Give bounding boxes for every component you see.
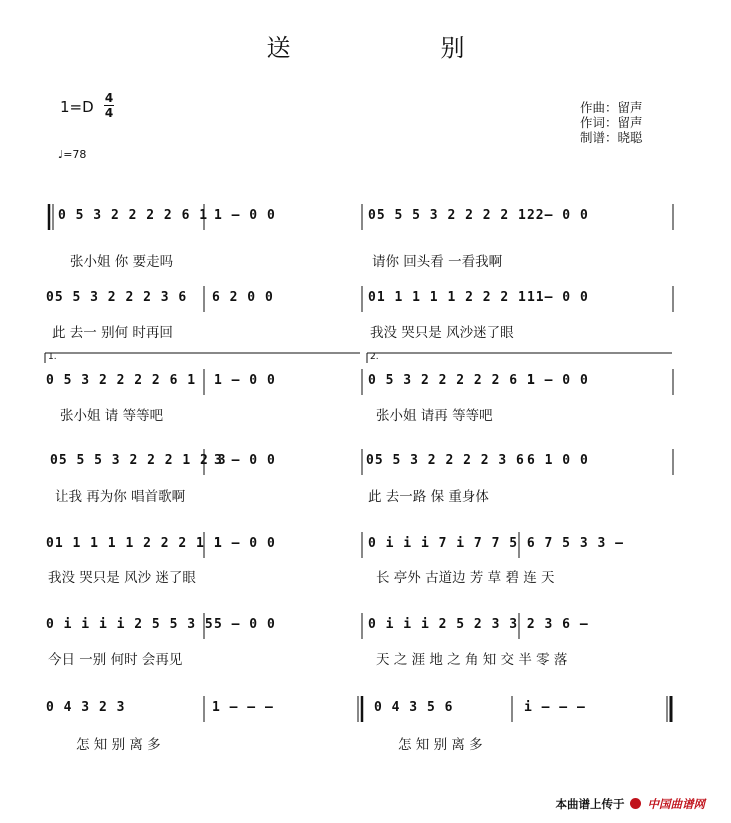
system1-lyric-right: 请你 回头看 一看我啊 [372,254,503,270]
system4-after-right: 6 1 0 0 [527,453,589,468]
system6-notes-left: 0 i i i i 2 5 5 3 5 [46,617,214,632]
composer-credit: 作曲：留声 [580,100,643,115]
system4-notes-left: 05 5 5 3 2 2 2 1 2 3 [50,453,227,468]
volta-2-label: 2. [370,352,379,362]
system6-lyric-right: 天 之 涯 地 之 角 知 交 半 零 落 [376,652,568,668]
footer-logo-icon [630,798,641,809]
system5-after-left: 1 – 0 0 [214,536,276,551]
key-signature: 1=D [60,98,94,116]
system4-notes-right: 05 5 3 2 2 2 2 3 6 [366,453,525,468]
system7-notes-right: 0 4 3 5 6 [374,700,454,715]
system1-notes-right: 05 5 5 3 2 2 2 2 1 2 [368,208,545,223]
system1-lyric-left: 张小姐 你 要走吗 [70,254,174,270]
system7-lyric-left: 怎 知 别 离 多 [76,737,161,753]
system7-after-right: i – – – [524,700,586,715]
system1-after-right: 2 – 0 0 [527,208,589,223]
system5-notes-right: 0 i i i 7 i 7 7 5 6 7 5 3 3 – [368,536,624,551]
system4-lyric-left: 让我 再为你 唱首歌啊 [55,489,186,505]
system7-notes-left: 0 4 3 2 3 [46,700,126,715]
system2-lyric-right: 我没 哭只是 风沙迷了眼 [370,325,514,341]
system3-after-right: 1 – 0 0 [527,373,589,388]
system6-notes-right: 0 i i i 2 5 2 3 3 2 3 6 – [368,617,589,632]
system2-after-right: 1 – 0 0 [527,290,589,305]
system2-lyric-left: 此 去一 别何 时再回 [52,325,173,341]
system7-after-left: 1 – – – [212,700,274,715]
system3-notes-right: 0 5 3 2 2 2 2 2 6 1 [368,373,536,388]
system5-lyric-right: 长 亭外 古道边 芳 草 碧 连 天 [376,570,555,586]
system3-lyric-right: 张小姐 请再 等等吧 [376,408,493,424]
meter-top: 4 [104,91,114,105]
meter-bottom: 4 [104,106,114,120]
system4-lyric-right: 此 去一路 保 重身体 [368,489,489,505]
system2-after-left: 6 2 0 0 [212,290,274,305]
system3-lyric-left: 张小姐 请 等等吧 [60,408,164,424]
system5-lyric-left: 我没 哭只是 风沙 迷了眼 [48,570,196,586]
footer-text: 本曲谱上传于 [555,797,625,811]
footer-brand-link[interactable]: 中国曲谱网 [647,797,705,811]
system6-after-left: 5 – 0 0 [214,617,276,632]
system6-lyric-left: 今日 一别 何时 会再见 [48,652,183,668]
system5-notes-left: 01 1 1 1 1 2 2 2 1 1 [46,536,223,551]
volta-1-label: 1. [48,352,57,362]
lyricist-credit: 作词：留声 [580,115,643,130]
title-char-1: 送 [266,34,291,62]
footer-source [555,796,705,812]
system1-notes-left: 0 5 3 2 2 2 2 6 1 [58,208,209,223]
tempo-marking: ♩=78 [58,148,87,161]
system7-lyric-right: 怎 知 别 离 多 [398,737,483,753]
system1-after-left: 1 – 0 0 [214,208,276,223]
title-char-2: 别 [440,34,465,62]
system4-after-left: 3 – 0 0 [214,453,276,468]
system3-notes-left: 0 5 3 2 2 2 2 6 1 [46,373,197,388]
system3-after-left: 1 – 0 0 [214,373,276,388]
system2-notes-left: 05 5 3 2 2 2 3 6 [46,290,188,305]
system2-notes-right: 01 1 1 1 1 2 2 2 1 1 [368,290,545,305]
arranger-credit: 制谱：晓聪 [580,130,643,145]
